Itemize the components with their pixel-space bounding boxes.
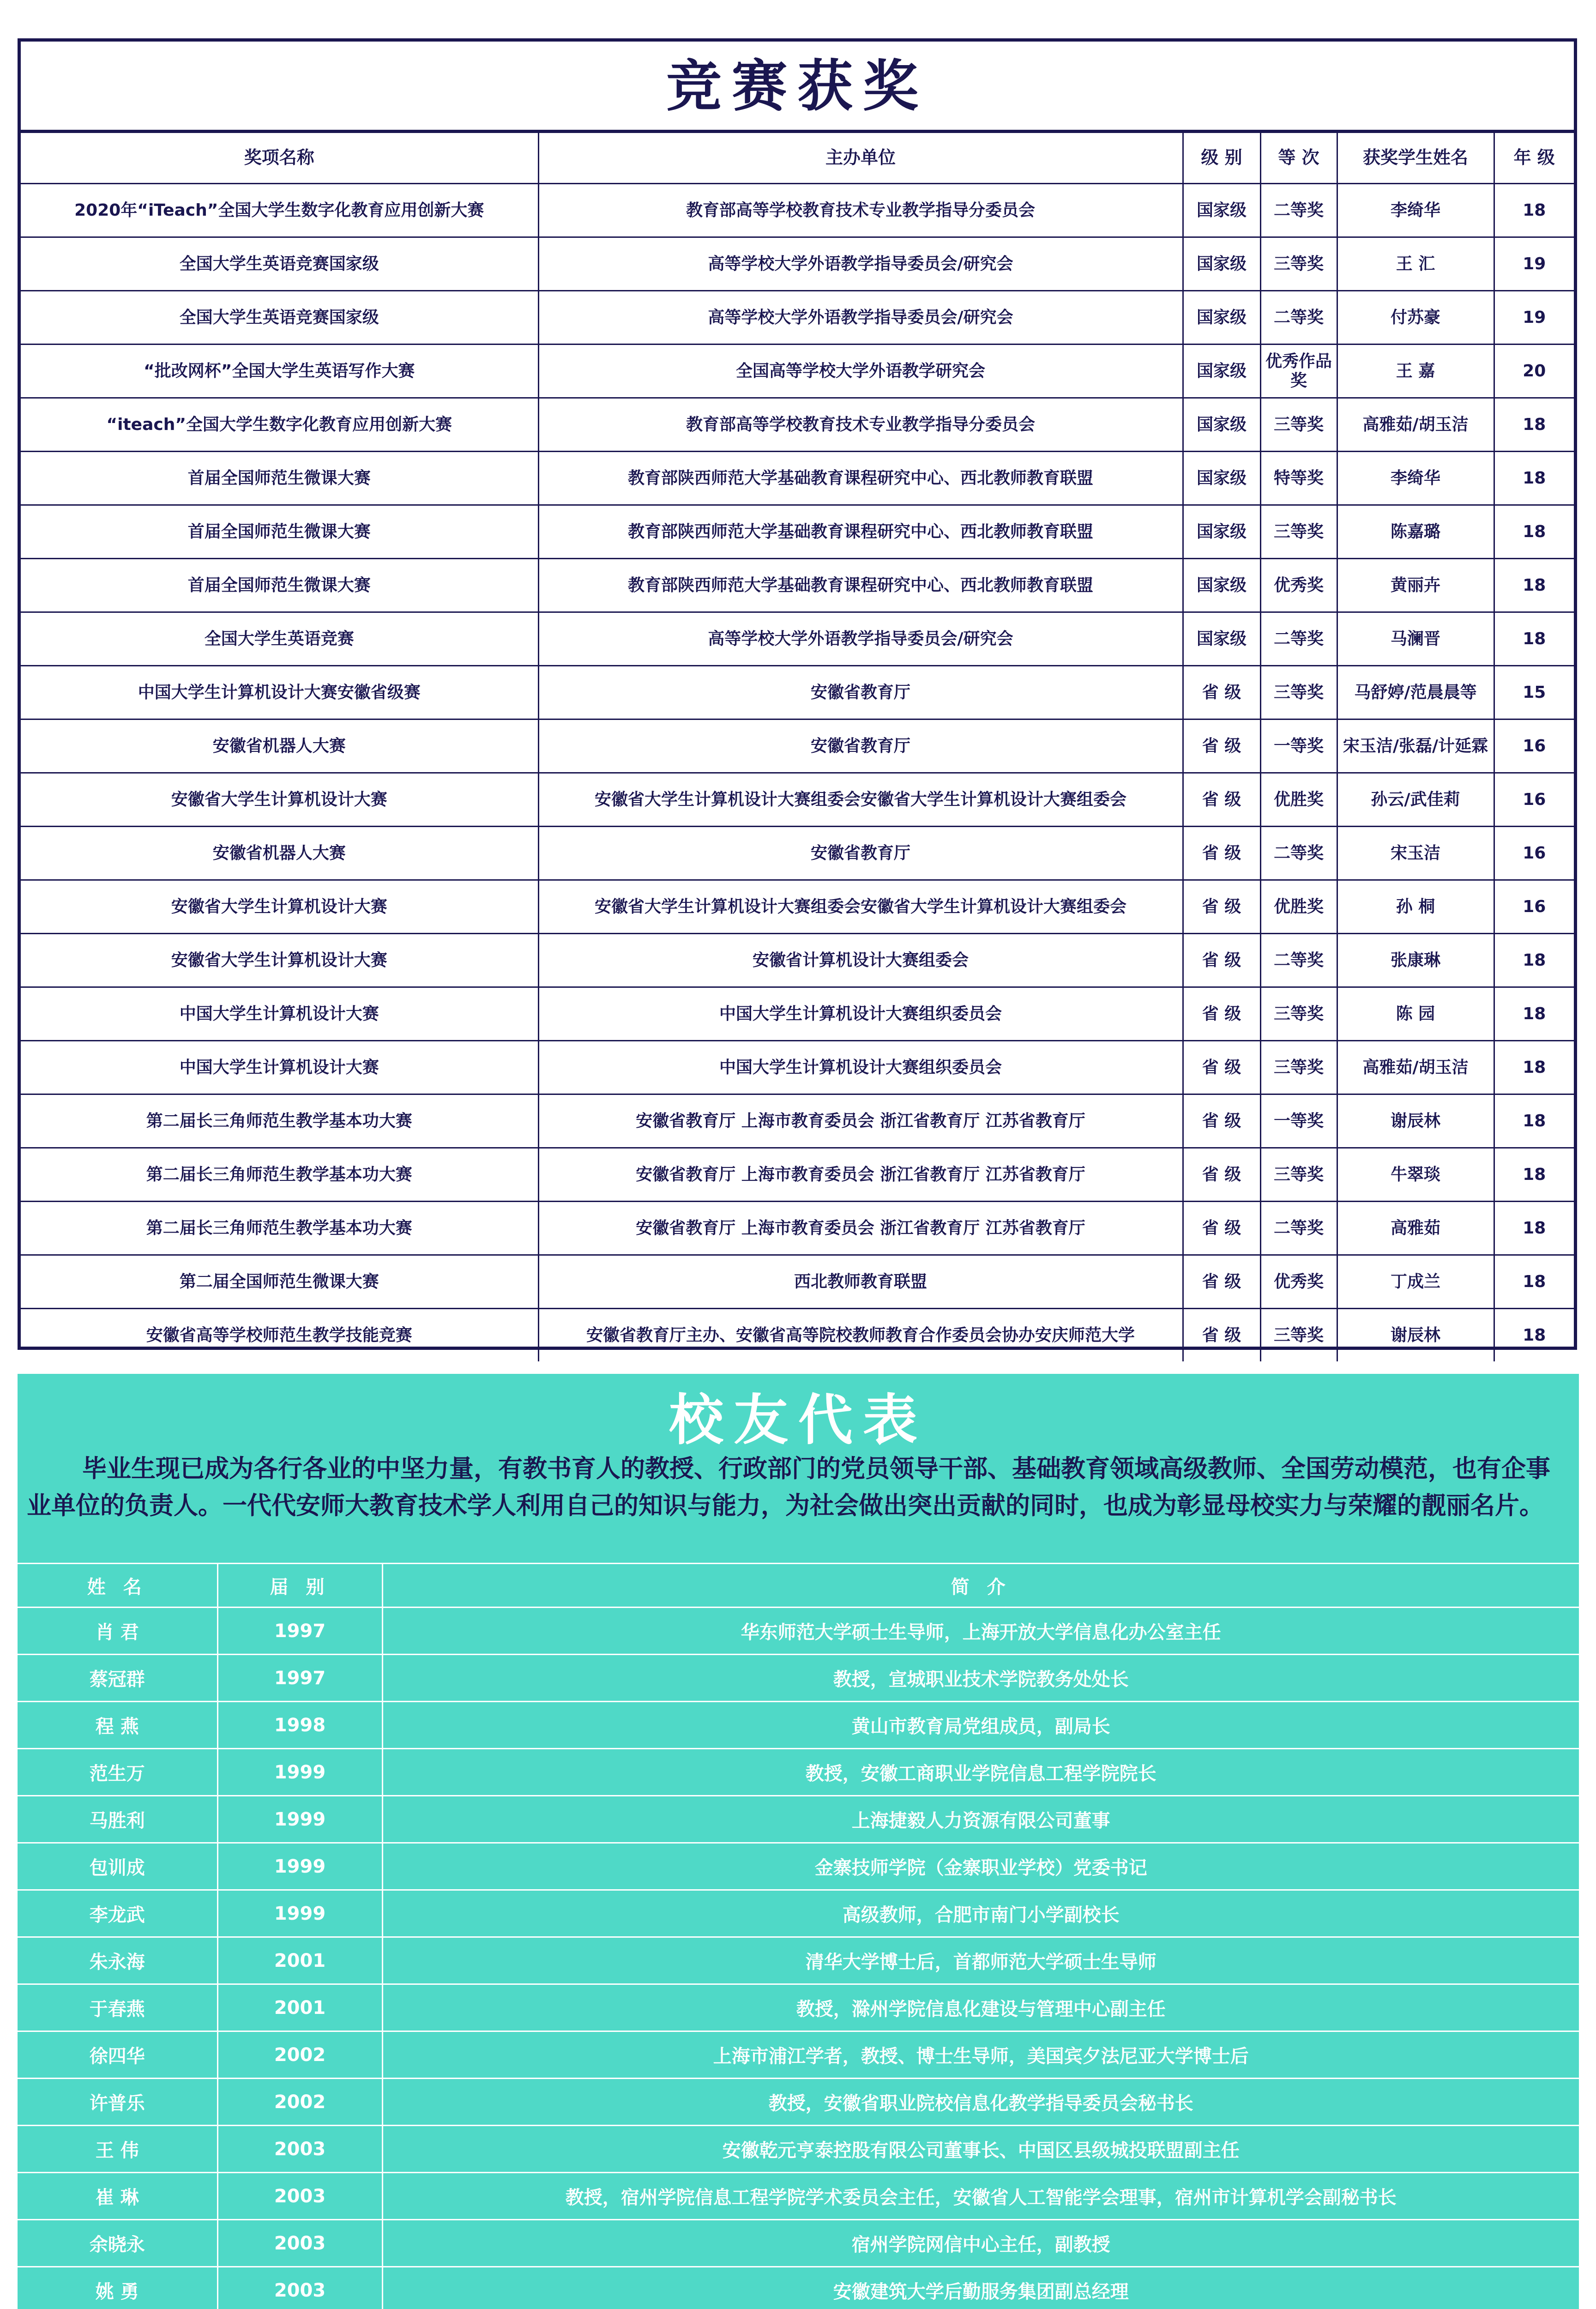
awards-cell: 省 级 [1183,666,1260,719]
awards-cell: 第二届长三角师范生教学基本功大赛 [21,1148,538,1202]
awards-cell: 付苏豪 [1337,291,1494,345]
awards-cell: 安徽省教育厅 [538,827,1183,880]
alumni-cell: 范生万 [18,1749,217,1796]
awards-cell: 国家级 [1183,237,1260,291]
awards-cell: 三等奖 [1260,1041,1337,1094]
table-row [21,1148,1574,1202]
awards-cell: 18 [1494,1255,1574,1309]
alumni-cell: 2003 [217,2267,382,2309]
awards-cell: 18 [1494,559,1574,612]
awards-cell: 省 级 [1183,987,1260,1041]
alumni-cell: 1997 [217,1655,382,1702]
alumni-header-0: 姓 名 [18,1564,217,1608]
awards-section [18,38,1577,1350]
awards-cell: 二等奖 [1260,827,1337,880]
awards-cell: “iteach”全国大学生数字化教育应用创新大赛 [21,398,538,452]
awards-cell: 一等奖 [1260,719,1337,773]
awards-cell: 首届全国师范生微课大赛 [21,559,538,612]
awards-cell: 安徽省教育厅 [538,666,1183,719]
table-row [21,1202,1574,1255]
awards-cell: 安徽省大学生计算机设计大赛组委会安徽省大学生计算机设计大赛组委会 [538,773,1183,827]
awards-cell: 教育部陕西师范大学基础教育课程研究中心、西北教师教育联盟 [538,452,1183,505]
alumni-cell: 2001 [217,1937,382,1984]
awards-cell: 特等奖 [1260,452,1337,505]
awards-cell: 18 [1494,1094,1574,1148]
table-row [18,1702,1579,1749]
table-row [18,2267,1579,2309]
awards-cell: 宋玉洁/张磊/计延霖 [1337,719,1494,773]
awards-cell: 省 级 [1183,1094,1260,1148]
awards-cell: 三等奖 [1260,237,1337,291]
alumni-cell: 2003 [217,2126,382,2173]
awards-cell: 第二届全国师范生微课大赛 [21,1255,538,1309]
awards-cell: 国家级 [1183,398,1260,452]
awards-cell: “批改网杯”全国大学生英语写作大赛 [21,345,538,398]
alumni-cell: 马胜利 [18,1796,217,1843]
awards-cell: 安徽省大学生计算机设计大赛 [21,934,538,987]
awards-cell: 二等奖 [1260,291,1337,345]
awards-cell: 省 级 [1183,1309,1260,1362]
alumni-cell: 2002 [217,2079,382,2126]
awards-cell: 孙 桐 [1337,880,1494,934]
awards-cell: 陈 园 [1337,987,1494,1041]
awards-cell: 谢辰林 [1337,1309,1494,1362]
awards-cell: 教育部陕西师范大学基础教育课程研究中心、西北教师教育联盟 [538,505,1183,559]
awards-cell: 国家级 [1183,612,1260,666]
awards-cell: 18 [1494,452,1574,505]
awards-cell: 优胜奖 [1260,880,1337,934]
awards-cell: 18 [1494,1041,1574,1094]
alumni-cell: 上海捷毅人力资源有限公司董事 [382,1796,1579,1843]
awards-cell: 全国高等学校大学外语教学研究会 [538,345,1183,398]
awards-cell: 安徽省教育厅 上海市教育委员会 浙江省教育厅 江苏省教育厅 [538,1202,1183,1255]
awards-cell: 省 级 [1183,827,1260,880]
alumni-cell: 1998 [217,1702,382,1749]
table-row [21,452,1574,505]
table-row [21,827,1574,880]
awards-cell: 18 [1494,934,1574,987]
awards-cell: 王 嘉 [1337,345,1494,398]
table-row [21,345,1574,398]
awards-header-2: 级 别 [1183,133,1260,184]
alumni-cell: 王 伟 [18,2126,217,2173]
table-row [18,2173,1579,2220]
alumni-cell: 肖 君 [18,1608,217,1655]
table-row [21,237,1574,291]
awards-cell: 安徽省机器人大赛 [21,827,538,880]
awards-cell: 18 [1494,987,1574,1041]
awards-cell: 国家级 [1183,559,1260,612]
alumni-cell: 姚 勇 [18,2267,217,2309]
awards-cell: 第二届长三角师范生教学基本功大赛 [21,1202,538,1255]
alumni-cell: 安徽建筑大学后勤服务集团副总经理 [382,2267,1579,2309]
table-row [21,987,1574,1041]
alumni-cell: 2003 [217,2173,382,2220]
table-row [21,1309,1574,1362]
table-row [21,880,1574,934]
awards-header-5: 年 级 [1494,133,1574,184]
awards-cell: 三等奖 [1260,505,1337,559]
awards-cell: 高雅茹/胡玉洁 [1337,1041,1494,1094]
table-row [21,934,1574,987]
awards-header-0: 奖项名称 [21,133,538,184]
table-row [21,1094,1574,1148]
alumni-cell: 崔 琳 [18,2173,217,2220]
awards-cell: 王 汇 [1337,237,1494,291]
alumni-cell: 清华大学博士后，首都师范大学硕士生导师 [382,1937,1579,1984]
table-row [21,773,1574,827]
alumni-title: 校友代表 [669,1388,927,1452]
alumni-cell: 金寨技师学院（金寨职业学校）党委书记 [382,1843,1579,1890]
alumni-cell: 宿州学院网信中心主任，副教授 [382,2220,1579,2267]
alumni-cell: 程 燕 [18,1702,217,1749]
table-row [21,719,1574,773]
awards-cell: 一等奖 [1260,1094,1337,1148]
awards-cell: 首届全国师范生微课大赛 [21,505,538,559]
alumni-header-2: 简 介 [382,1564,1579,1608]
alumni-cell: 李龙武 [18,1890,217,1937]
awards-cell: 省 级 [1183,1041,1260,1094]
alumni-cell: 1999 [217,1890,382,1937]
awards-cell: 中国大学生计算机设计大赛 [21,1041,538,1094]
alumni-cell: 1999 [217,1843,382,1890]
alumni-cell: 1999 [217,1749,382,1796]
awards-cell: 全国大学生英语竞赛 [21,612,538,666]
awards-cell: 国家级 [1183,345,1260,398]
awards-cell: 18 [1494,1309,1574,1362]
awards-cell: 中国大学生计算机设计大赛组织委员会 [538,987,1183,1041]
awards-cell: 18 [1494,184,1574,237]
awards-cell: 三等奖 [1260,1309,1337,1362]
awards-title: 竞赛获奖 [21,42,1574,132]
alumni-cell: 1999 [217,1796,382,1843]
awards-cell: 教育部陕西师范大学基础教育课程研究中心、西北教师教育联盟 [538,559,1183,612]
awards-cell: 高等学校大学外语教学指导委员会/研究会 [538,291,1183,345]
table-row [21,1041,1574,1094]
alumni-cell: 教授，滁州学院信息化建设与管理中心副主任 [382,1984,1579,2031]
awards-cell: 18 [1494,612,1574,666]
awards-cell: 19 [1494,291,1574,345]
table-row [21,291,1574,345]
table-row [18,1984,1579,2031]
table-row [18,2220,1579,2267]
awards-cell: 18 [1494,398,1574,452]
alumni-cell: 包训成 [18,1843,217,1890]
awards-cell: 安徽省教育厅 上海市教育委员会 浙江省教育厅 江苏省教育厅 [538,1094,1183,1148]
awards-cell: 国家级 [1183,291,1260,345]
awards-cell: 教育部高等学校教育技术专业教学指导分委员会 [538,398,1183,452]
awards-cell: 省 级 [1183,773,1260,827]
awards-cell: 国家级 [1183,452,1260,505]
alumni-cell: 1997 [217,1608,382,1655]
awards-cell: 三等奖 [1260,398,1337,452]
alumni-cell: 教授，安徽工商职业学院信息工程学院院长 [382,1749,1579,1796]
awards-cell: 15 [1494,666,1574,719]
table-row [18,1608,1579,1655]
awards-cell: 孙云/武佳莉 [1337,773,1494,827]
table-row [21,1255,1574,1309]
awards-cell: 李绮华 [1337,184,1494,237]
alumni-cell: 许普乐 [18,2079,217,2126]
awards-cell: 16 [1494,880,1574,934]
awards-cell: 三等奖 [1260,1148,1337,1202]
awards-cell: 优秀奖 [1260,1255,1337,1309]
awards-cell: 黄丽卉 [1337,559,1494,612]
awards-cell: 优秀奖 [1260,559,1337,612]
alumni-table [18,1563,1579,2309]
awards-cell: 省 级 [1183,719,1260,773]
awards-cell: 高雅茹 [1337,1202,1494,1255]
table-row [18,2031,1579,2079]
table-row [21,184,1574,237]
table-row [18,1890,1579,1937]
awards-cell: 安徽省大学生计算机设计大赛组委会安徽省大学生计算机设计大赛组委会 [538,880,1183,934]
awards-cell: 马澜晋 [1337,612,1494,666]
alumni-intro: 毕业生现已成为各行各业的中坚力量，有教书育人的教授、行政部门的党员领导干部、基础教育领域高级教师、全国劳动模范，也有企事业单位的负责人。一代代安师大教育技术学人利用自己的知识与能力，为社会做出突出贡献的同时，也成为彰显母校实力与荣耀的靓丽名片。 [27,1455,1550,1520]
table-row [18,1749,1579,1796]
awards-table [21,132,1574,1361]
awards-cell: 中国大学生计算机设计大赛安徽省级赛 [21,666,538,719]
awards-cell: 第二届长三角师范生教学基本功大赛 [21,1094,538,1148]
awards-cell: 19 [1494,237,1574,291]
alumni-cell: 上海市浦江学者，教授、博士生导师，美国宾夕法尼亚大学博士后 [382,2031,1579,2079]
awards-cell: 国家级 [1183,184,1260,237]
awards-cell: 安徽省计算机设计大赛组委会 [538,934,1183,987]
alumni-cell: 蔡冠群 [18,1655,217,1702]
awards-cell: 2020年“iTeach”全国大学生数字化教育应用创新大赛 [21,184,538,237]
table-row [21,666,1574,719]
table-row [21,505,1574,559]
awards-cell: 省 级 [1183,1202,1260,1255]
awards-cell: 三等奖 [1260,666,1337,719]
awards-header-4: 获奖学生姓名 [1337,133,1494,184]
awards-cell: 谢辰林 [1337,1094,1494,1148]
alumni-cell: 华东师范大学硕士生导师，上海开放大学信息化办公室主任 [382,1608,1579,1655]
awards-cell: 省 级 [1183,934,1260,987]
awards-cell: 16 [1494,773,1574,827]
awards-header-3: 等 次 [1260,133,1337,184]
table-row [21,559,1574,612]
awards-cell: 二等奖 [1260,934,1337,987]
awards-cell: 李绮华 [1337,452,1494,505]
awards-cell: 18 [1494,1202,1574,1255]
awards-cell: 高雅茹/胡玉洁 [1337,398,1494,452]
awards-cell: 安徽省高等学校师范生教学技能竞赛 [21,1309,538,1362]
awards-cell: 张康琳 [1337,934,1494,987]
awards-cell: 16 [1494,827,1574,880]
table-row [21,612,1574,666]
awards-cell: 国家级 [1183,505,1260,559]
alumni-cell: 黄山市教育局党组成员，副局长 [382,1702,1579,1749]
awards-cell: 全国大学生英语竞赛国家级 [21,291,538,345]
awards-cell: 陈嘉璐 [1337,505,1494,559]
awards-cell: 18 [1494,505,1574,559]
awards-cell: 西北教师教育联盟 [538,1255,1183,1309]
awards-cell: 省 级 [1183,880,1260,934]
awards-cell: 三等奖 [1260,987,1337,1041]
alumni-cell: 徐四华 [18,2031,217,2079]
awards-cell: 安徽省大学生计算机设计大赛 [21,773,538,827]
table-row [21,398,1574,452]
awards-cell: 安徽省教育厅 上海市教育委员会 浙江省教育厅 江苏省教育厅 [538,1148,1183,1202]
awards-cell: 高等学校大学外语教学指导委员会/研究会 [538,237,1183,291]
alumni-cell: 安徽乾元亨泰控股有限公司董事长、中国区县级城投联盟副主任 [382,2126,1579,2173]
alumni-cell: 高级教师，合肥市南门小学副校长 [382,1890,1579,1937]
alumni-cell: 教授，宣城职业技术学院教务处处长 [382,1655,1579,1702]
table-row [18,1796,1579,1843]
awards-cell: 中国大学生计算机设计大赛组织委员会 [538,1041,1183,1094]
awards-cell: 省 级 [1183,1255,1260,1309]
table-row [18,1937,1579,1984]
alumni-cell: 2003 [217,2220,382,2267]
alumni-cell: 2001 [217,1984,382,2031]
awards-cell: 全国大学生英语竞赛国家级 [21,237,538,291]
alumni-header-1: 届 别 [217,1564,382,1608]
awards-cell: 18 [1494,1148,1574,1202]
awards-cell: 20 [1494,345,1574,398]
awards-cell: 省 级 [1183,1148,1260,1202]
awards-cell: 宋玉洁 [1337,827,1494,880]
awards-cell: 教育部高等学校教育技术专业教学指导分委员会 [538,184,1183,237]
alumni-cell: 教授，宿州学院信息工程学院学术委员会主任，安徽省人工智能学会理事，宿州市计算机学会副秘书长 [382,2173,1579,2220]
awards-cell: 安徽省教育厅 [538,719,1183,773]
awards-cell: 安徽省机器人大赛 [21,719,538,773]
table-row [18,1843,1579,1890]
table-row [18,1655,1579,1702]
awards-cell: 优秀作品奖 [1260,345,1337,398]
alumni-cell: 余晓永 [18,2220,217,2267]
alumni-cell: 于春燕 [18,1984,217,2031]
awards-cell: 中国大学生计算机设计大赛 [21,987,538,1041]
awards-cell: 优胜奖 [1260,773,1337,827]
awards-cell: 丁成兰 [1337,1255,1494,1309]
alumni-cell: 2002 [217,2031,382,2079]
awards-cell: 二等奖 [1260,184,1337,237]
awards-cell: 二等奖 [1260,612,1337,666]
awards-header-1: 主办单位 [538,133,1183,184]
alumni-section [18,1374,1579,2309]
awards-cell: 牛翠琰 [1337,1148,1494,1202]
awards-cell: 二等奖 [1260,1202,1337,1255]
awards-cell: 首届全国师范生微课大赛 [21,452,538,505]
awards-cell: 安徽省教育厅主办、安徽省高等院校教师教育合作委员会协办安庆师范大学 [538,1309,1183,1362]
awards-cell: 16 [1494,719,1574,773]
table-row [18,2079,1579,2126]
awards-cell: 安徽省大学生计算机设计大赛 [21,880,538,934]
alumni-cell: 朱永海 [18,1937,217,1984]
awards-cell: 马舒婷/范晨晨等 [1337,666,1494,719]
awards-cell: 高等学校大学外语教学指导委员会/研究会 [538,612,1183,666]
alumni-cell: 教授，安徽省职业院校信息化教学指导委员会秘书长 [382,2079,1579,2126]
table-row [18,2126,1579,2173]
